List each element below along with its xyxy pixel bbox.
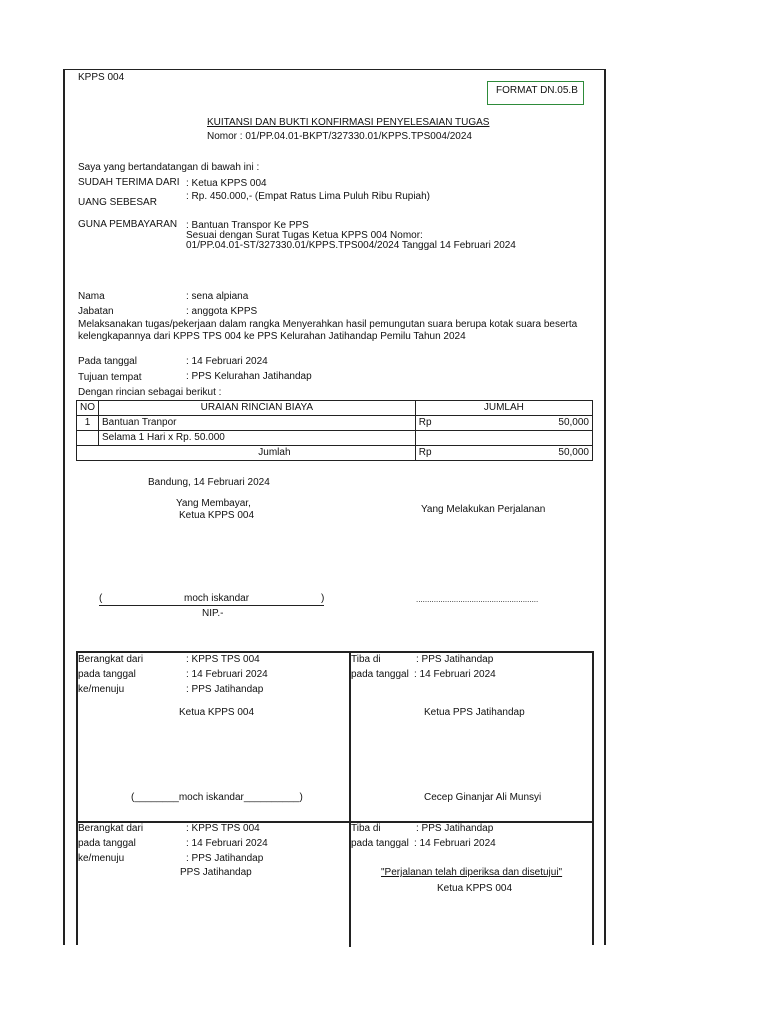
received-from-label: SUDAH TERIMA DARI — [78, 177, 180, 188]
box1-destination-value: : PPS Jatihandap — [186, 684, 264, 695]
received-from-value: : Ketua KPPS 004 — [186, 178, 267, 189]
box2-arrival-label: Tiba di — [351, 823, 381, 834]
document-title: KUITANSI DAN BUKTI KONFIRMASI PENYELESAIAN TUGAS — [207, 117, 490, 128]
box2-departure-value: : KPPS TPS 004 — [186, 823, 260, 834]
header-amount: JUMLAH — [415, 401, 592, 416]
box2-date-label: pada tanggal — [78, 838, 136, 849]
row1-no: 1 — [77, 416, 99, 431]
box2-departure-label: Berangkat dari — [78, 823, 144, 834]
header-description: URAIAN RINCIAN BIAYA — [99, 401, 416, 416]
box1-arrival-signer-name: Cecep Ginanjar Ali Munsyi — [424, 792, 542, 803]
date-value: : 14 Februari 2024 — [186, 356, 268, 367]
name-value: : sena alpiana — [186, 291, 249, 302]
document-number: Nomor : 01/PP.04.01-BKPT/327330.01/KPPS.TPS004/2024 — [207, 131, 472, 142]
traveler-title: Yang Melakukan Perjalanan — [421, 504, 546, 515]
box1-departure-label: Berangkat dari — [78, 654, 144, 665]
destination-value: : PPS Kelurahan Jatihandap — [186, 371, 312, 382]
box2-arrival-date-value: : 14 Februari 2024 — [414, 838, 496, 849]
total-amount: 50,000 — [503, 446, 593, 461]
nip-label: NIP.- — [202, 608, 224, 619]
box1-destination-label: ke/menuju — [78, 684, 125, 695]
format-code-box: FORMAT DN.05.B — [487, 81, 584, 105]
box1-arrival-label: Tiba di — [351, 654, 381, 665]
box2-arrival-date-label: pada tanggal — [351, 838, 409, 849]
table-header-row — [77, 401, 593, 416]
purpose-line-1: : Bantuan Transpor Ke PPS — [186, 220, 309, 231]
payer-name-close: ) — [321, 593, 325, 604]
payer-name-underline — [99, 605, 324, 606]
place-date: Bandung, 14 Februari 2024 — [148, 477, 270, 488]
box2-destination-value: : PPS Jatihandap — [186, 853, 264, 864]
traveler-signature-line: ....................................................... — [416, 595, 539, 604]
payer-name: moch iskandar — [184, 593, 250, 604]
table-row — [77, 431, 593, 446]
payer-title-1: Yang Membayar, — [176, 498, 251, 509]
box1-arrival-signer-title: Ketua PPS Jatihandap — [424, 707, 525, 718]
box1-arrival-date-value: : 14 Februari 2024 — [414, 669, 496, 680]
box1-arrival-value: : PPS Jatihandap — [416, 654, 494, 665]
task-line-1: Melaksanakan tugas/pekerjaan dalam rangka Menyerahkan hasil pemungutan suara berupa kotak suara beserta — [78, 319, 578, 330]
amount-value: : Rp. 450.000,- (Empat Ratus Lima Puluh Ribu Rupiah) — [186, 191, 431, 202]
destination-label: Tujuan tempat — [78, 372, 142, 383]
cost-table — [76, 400, 593, 461]
box2-date-value: : 14 Februari 2024 — [186, 838, 268, 849]
box1-arrival-date-label: pada tanggal — [351, 669, 409, 680]
row1-currency: Rp — [415, 416, 503, 431]
table-row — [77, 416, 593, 431]
box1-date-label: pada tanggal — [78, 669, 136, 680]
total-label: Jumlah — [77, 446, 416, 461]
total-currency: Rp — [415, 446, 503, 461]
amount-label: UANG SEBESAR — [78, 197, 157, 208]
box1-signer-title: Ketua KPPS 004 — [179, 707, 255, 718]
name-label: Nama — [78, 291, 105, 302]
box1-departure-value: : KPPS TPS 004 — [186, 654, 260, 665]
row1-description: Bantuan Tranpor — [99, 416, 416, 431]
box2-approval-statement: "Perjalanan telah diperiksa dan disetujui" — [381, 867, 563, 878]
intro-text: Saya yang bertandatangan di bawah ini : — [78, 162, 260, 173]
grid-divider-vertical — [349, 653, 351, 947]
grid-divider-horizontal — [78, 821, 592, 823]
date-label: Pada tanggal — [78, 356, 137, 367]
task-line-2: kelengkapannya dari KPPS TPS 004 ke PPS Kelurahan Jatihandap Pemilu Tahun 2024 — [78, 331, 466, 342]
purpose-line-2: Sesuai dengan Surat Tugas Ketua KPPS 004 Nomor: — [186, 230, 423, 241]
box2-arrival-value: : PPS Jatihandap — [416, 823, 494, 834]
table-total-row — [77, 446, 593, 461]
header-no: NO — [77, 401, 99, 416]
purpose-label: GUNA PEMBAYARAN — [78, 219, 178, 230]
box1-date-value: : 14 Februari 2024 — [186, 669, 268, 680]
box2-destination-label: ke/menuju — [78, 853, 125, 864]
row1-amount: 50,000 — [503, 416, 593, 431]
box2-place: PPS Jatihandap — [180, 867, 252, 878]
payer-title-2: Ketua KPPS 004 — [179, 510, 255, 521]
row2-no — [77, 431, 99, 446]
details-intro: Dengan rincian sebagai berikut : — [78, 387, 222, 398]
box2-approval-title: Ketua KPPS 004 — [437, 883, 513, 894]
row2-description: Selama 1 Hari x Rp. 50.000 — [99, 431, 416, 446]
kpps-code: KPPS 004 — [78, 72, 125, 83]
row2-amount — [415, 431, 592, 446]
payer-name-open: ( — [99, 593, 103, 604]
position-label: Jabatan — [78, 306, 114, 317]
box1-signer-name: (________moch iskandar__________) — [131, 792, 303, 803]
position-value: : anggota KPPS — [186, 306, 258, 317]
purpose-line-3: 01/PP.04.01-ST/327330.01/KPPS.TPS004/2024 Tanggal 14 Februari 2024 — [186, 240, 516, 251]
